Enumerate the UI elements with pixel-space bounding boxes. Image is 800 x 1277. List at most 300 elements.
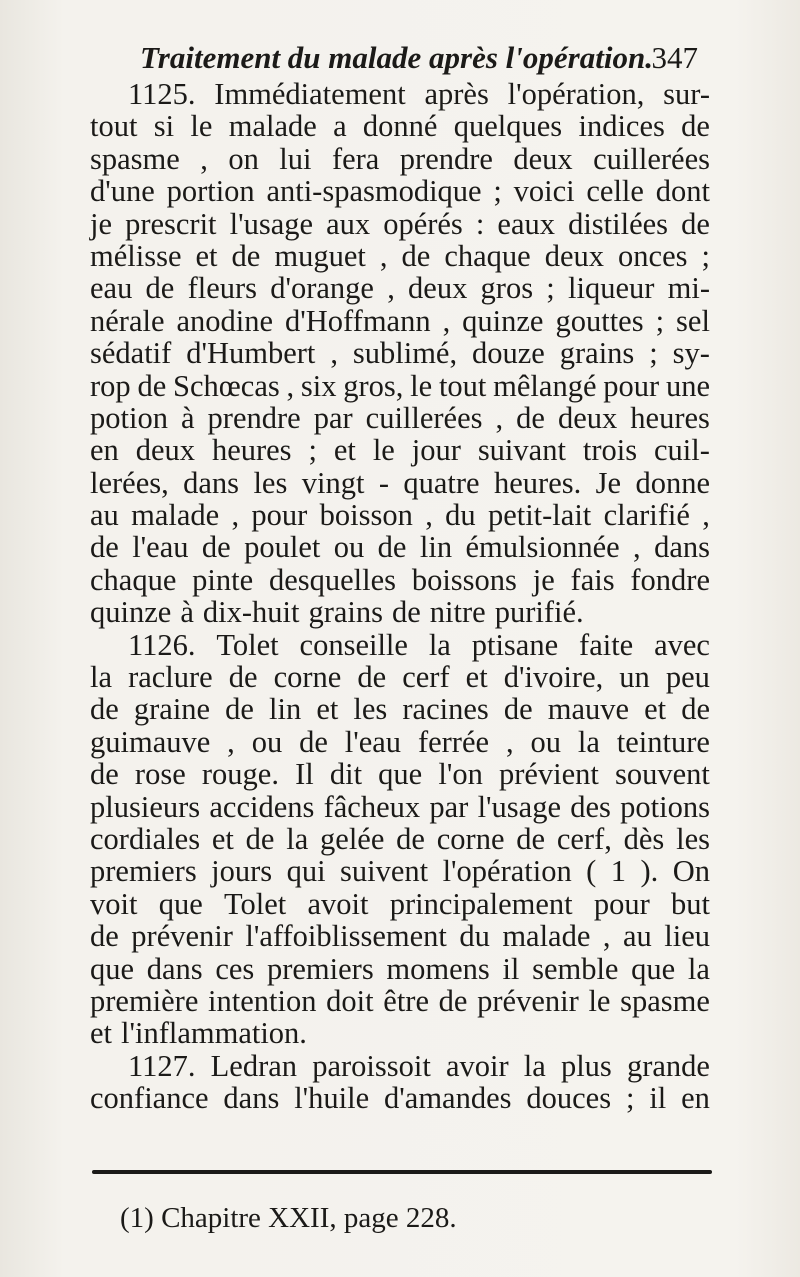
word: de bbox=[90, 757, 119, 792]
text-line bbox=[90, 208, 710, 240]
word: sédatif bbox=[90, 336, 172, 371]
word: distilées bbox=[568, 206, 669, 241]
word: ; bbox=[546, 271, 555, 306]
word: de bbox=[90, 692, 119, 727]
word: vingt bbox=[301, 465, 365, 500]
word: que bbox=[90, 951, 135, 986]
word: dix-huit bbox=[202, 595, 300, 630]
word: prévenir bbox=[131, 919, 233, 954]
word: anodine bbox=[176, 303, 274, 338]
word: , bbox=[495, 400, 504, 435]
word: momens bbox=[386, 951, 490, 986]
word: jours bbox=[211, 854, 273, 889]
word: par bbox=[429, 789, 469, 824]
text-line bbox=[90, 143, 710, 175]
word: deux bbox=[513, 141, 573, 176]
word: prendre bbox=[207, 400, 301, 435]
word: potions bbox=[620, 789, 710, 824]
word: l'eau bbox=[344, 724, 402, 759]
word: de bbox=[299, 724, 328, 759]
word: cuillerées bbox=[593, 141, 710, 176]
word: grains bbox=[559, 336, 635, 371]
text-line bbox=[90, 305, 710, 337]
word: petit-lait bbox=[487, 498, 592, 533]
word: tout bbox=[90, 109, 138, 144]
word: de bbox=[401, 238, 431, 273]
text-line bbox=[90, 726, 710, 758]
word: accidens bbox=[209, 789, 315, 824]
word: de bbox=[516, 400, 545, 435]
word: souvent bbox=[615, 757, 710, 792]
text-line bbox=[90, 758, 710, 790]
word: la bbox=[90, 660, 113, 695]
word: heures bbox=[630, 400, 710, 435]
word: d'amandes bbox=[384, 1081, 512, 1116]
word: rop bbox=[90, 368, 131, 403]
word: la bbox=[428, 627, 451, 662]
word: paroissoit bbox=[312, 1048, 431, 1083]
word: les bbox=[253, 465, 288, 500]
word: nérale bbox=[90, 303, 165, 338]
word: purifié. bbox=[494, 595, 584, 630]
word: , bbox=[633, 530, 641, 565]
word: mauve bbox=[547, 692, 630, 727]
text-line bbox=[90, 467, 710, 499]
word: racines bbox=[402, 692, 489, 727]
word: chaque bbox=[90, 562, 177, 597]
word: l'opération bbox=[442, 854, 572, 889]
word: conseille bbox=[299, 627, 408, 662]
body-text bbox=[90, 78, 710, 1115]
footnote-rule bbox=[92, 1170, 712, 1174]
word: fera bbox=[331, 141, 380, 176]
word: l'inflammation. bbox=[121, 1016, 307, 1051]
word: sublimé, bbox=[352, 336, 458, 371]
word: le bbox=[410, 368, 433, 403]
word: pour bbox=[593, 886, 650, 921]
word: ou bbox=[530, 724, 561, 759]
word: être bbox=[383, 983, 429, 1018]
footnote: (1) Chapitre XXII, page 228. bbox=[120, 1202, 457, 1234]
word: les bbox=[353, 692, 388, 727]
word: ; bbox=[308, 433, 317, 468]
word: de bbox=[396, 821, 425, 856]
word: malade bbox=[502, 919, 591, 954]
word: voici bbox=[513, 174, 575, 209]
word: poulet bbox=[244, 530, 321, 565]
word: cordiales bbox=[90, 821, 201, 856]
word: lerées, bbox=[90, 465, 169, 500]
text-line bbox=[90, 791, 710, 823]
word: cuil- bbox=[654, 433, 710, 468]
word: ; bbox=[701, 238, 710, 273]
word: opérés bbox=[383, 206, 463, 241]
text-line bbox=[90, 434, 710, 466]
word: première bbox=[90, 983, 199, 1018]
word: je bbox=[532, 562, 555, 597]
word: de bbox=[392, 595, 421, 630]
word: quinze bbox=[462, 303, 544, 338]
word: mêlangé bbox=[493, 368, 597, 403]
word: dont bbox=[655, 174, 710, 209]
text-line bbox=[90, 985, 710, 1017]
word: avec bbox=[654, 627, 710, 662]
word: de bbox=[231, 238, 261, 273]
text-line bbox=[90, 855, 710, 887]
word: deux bbox=[408, 271, 468, 306]
word: dans bbox=[183, 465, 240, 500]
running-title: Traitement du malade après l'opération. bbox=[140, 40, 653, 75]
word: , bbox=[227, 724, 235, 759]
word: tout bbox=[438, 368, 487, 403]
word: la bbox=[577, 724, 600, 759]
word: 1127. bbox=[128, 1048, 196, 1083]
word: boissons bbox=[411, 562, 517, 597]
word: lieu bbox=[664, 919, 710, 954]
word: ; bbox=[655, 303, 665, 338]
word: malade bbox=[228, 109, 317, 144]
word: chaque bbox=[444, 238, 531, 273]
word: suivent bbox=[340, 854, 429, 889]
word: mi- bbox=[667, 271, 710, 306]
word: suivant bbox=[477, 433, 566, 468]
word: celle bbox=[586, 174, 644, 209]
word: après bbox=[424, 77, 489, 111]
word: la bbox=[523, 1048, 546, 1083]
word: l'affoiblissement bbox=[245, 919, 447, 954]
word: dans bbox=[654, 530, 710, 565]
word: l'on bbox=[438, 757, 483, 792]
word: à bbox=[180, 400, 195, 435]
word: donne bbox=[635, 465, 710, 500]
word: d'une bbox=[90, 174, 155, 209]
text-line bbox=[90, 1050, 710, 1082]
word: l'eau bbox=[132, 530, 189, 565]
word: des bbox=[570, 789, 611, 824]
word: fâcheux bbox=[323, 789, 421, 824]
word: en bbox=[90, 433, 119, 468]
word: à bbox=[180, 595, 194, 630]
word: guimauve bbox=[90, 724, 211, 759]
word: , bbox=[387, 271, 395, 306]
running-header bbox=[140, 36, 710, 80]
word: pinte bbox=[192, 562, 254, 597]
word: mélisse bbox=[90, 238, 182, 273]
word: ). bbox=[640, 854, 659, 889]
word: premiers bbox=[266, 951, 374, 986]
text-line bbox=[90, 920, 710, 952]
word: une bbox=[665, 368, 710, 403]
word: du bbox=[459, 919, 490, 954]
word: de bbox=[225, 692, 254, 727]
word: corne bbox=[273, 660, 342, 695]
word: rose bbox=[134, 757, 186, 792]
text-line bbox=[90, 240, 710, 272]
word: douze bbox=[472, 336, 545, 371]
word: je bbox=[90, 206, 113, 241]
word: ces bbox=[215, 951, 255, 986]
word: , bbox=[602, 919, 611, 954]
word: gros bbox=[480, 271, 534, 306]
word: grande bbox=[626, 1048, 710, 1083]
word: dans bbox=[223, 1081, 280, 1116]
word: fais bbox=[570, 562, 615, 597]
word: pour bbox=[603, 368, 660, 403]
word: peu bbox=[665, 660, 710, 695]
word: d'orange bbox=[270, 271, 374, 306]
word: graine bbox=[133, 692, 211, 727]
text-line bbox=[90, 953, 710, 985]
word: intention bbox=[208, 983, 317, 1018]
word: et bbox=[211, 821, 234, 856]
word: , bbox=[379, 238, 388, 273]
word: Il bbox=[295, 757, 314, 792]
word: potion bbox=[90, 400, 168, 435]
word: que bbox=[631, 951, 676, 986]
text-line bbox=[90, 1017, 710, 1049]
word: heures bbox=[211, 433, 292, 468]
word: , bbox=[200, 141, 208, 176]
word: On bbox=[672, 854, 710, 889]
word: de bbox=[90, 919, 119, 954]
word: et bbox=[644, 692, 667, 727]
text-line bbox=[90, 888, 710, 920]
text-line bbox=[90, 693, 710, 725]
word: un bbox=[619, 660, 650, 695]
word: , bbox=[505, 724, 514, 759]
text-line bbox=[90, 1082, 710, 1114]
word: gelée bbox=[320, 821, 385, 856]
word: Immédiatement bbox=[214, 77, 406, 111]
word: lin bbox=[419, 530, 453, 565]
word: et bbox=[333, 433, 356, 468]
word: ferrée bbox=[417, 724, 490, 759]
word: lui bbox=[279, 141, 312, 176]
word: de bbox=[145, 271, 175, 306]
word: deux bbox=[557, 400, 618, 435]
word: d'Hoffmann bbox=[285, 303, 431, 338]
word: plus bbox=[560, 1048, 612, 1083]
text-line bbox=[90, 629, 710, 661]
word: six bbox=[300, 368, 337, 403]
word: , bbox=[442, 303, 451, 338]
word: émulsionnée bbox=[465, 530, 620, 565]
word: trois bbox=[582, 433, 638, 468]
word: sy- bbox=[672, 336, 710, 371]
word: l'opération, bbox=[507, 77, 645, 111]
word: , bbox=[286, 368, 295, 403]
word: Tolet bbox=[216, 627, 279, 662]
word: de bbox=[503, 692, 533, 727]
word: ( bbox=[586, 854, 597, 889]
word: la bbox=[687, 951, 710, 986]
word: portion bbox=[166, 174, 255, 209]
text-line bbox=[90, 499, 710, 531]
word: donné bbox=[362, 109, 438, 144]
word: sel bbox=[676, 303, 710, 338]
text-line bbox=[90, 78, 710, 110]
word: l'huile bbox=[294, 1081, 370, 1116]
word: fleurs bbox=[187, 271, 258, 306]
text-line bbox=[90, 661, 710, 693]
word: de bbox=[245, 821, 275, 856]
word: semble bbox=[532, 951, 619, 986]
word: Ledran bbox=[210, 1048, 298, 1083]
word: rouge. bbox=[201, 757, 279, 792]
word: Je bbox=[595, 465, 622, 500]
word: et bbox=[316, 692, 339, 727]
word: confiance bbox=[90, 1081, 209, 1116]
word: lin bbox=[269, 692, 302, 727]
word: de bbox=[681, 206, 710, 241]
word: raclure bbox=[128, 660, 213, 695]
word: but bbox=[671, 886, 710, 921]
word: douces bbox=[526, 1081, 612, 1116]
word: fondre bbox=[630, 562, 710, 597]
word: liqueur bbox=[568, 271, 655, 306]
word: par bbox=[313, 400, 353, 435]
word: le bbox=[372, 433, 395, 468]
word: gros, bbox=[343, 368, 404, 403]
word: onces bbox=[618, 238, 688, 273]
text-line bbox=[90, 596, 710, 628]
word: principalement bbox=[389, 886, 573, 921]
word: qui bbox=[286, 854, 326, 889]
word: cerf bbox=[402, 660, 450, 695]
word: de bbox=[377, 530, 407, 565]
text-line bbox=[90, 110, 710, 142]
word: dès bbox=[623, 821, 665, 856]
word: il bbox=[649, 1081, 667, 1116]
word: prescrit bbox=[125, 206, 217, 241]
word: , bbox=[330, 336, 338, 371]
word: , bbox=[231, 498, 240, 533]
word: et bbox=[465, 660, 488, 695]
word: au bbox=[622, 919, 652, 954]
page-number: 347 bbox=[651, 40, 698, 75]
word: jour bbox=[411, 433, 461, 468]
word: deux bbox=[135, 433, 196, 468]
text-line bbox=[90, 175, 710, 207]
word: muguet bbox=[274, 238, 366, 273]
word: deux bbox=[544, 238, 605, 273]
word: quinze bbox=[90, 595, 172, 630]
word: , bbox=[702, 498, 710, 533]
text-line bbox=[90, 272, 710, 304]
word: voit bbox=[90, 886, 138, 921]
word: de bbox=[681, 692, 710, 727]
word: ptisane bbox=[471, 627, 559, 662]
word: ; bbox=[625, 1081, 635, 1116]
word: eaux bbox=[497, 206, 555, 241]
word: au bbox=[90, 498, 119, 533]
word: doit bbox=[326, 983, 374, 1018]
text-line bbox=[90, 370, 710, 402]
word: nitre bbox=[429, 595, 486, 630]
word: desquelles bbox=[268, 562, 397, 597]
text-line bbox=[90, 823, 710, 855]
word: d'ivoire, bbox=[503, 660, 604, 695]
word: cerf, bbox=[556, 821, 612, 856]
word: de bbox=[228, 660, 258, 695]
word: en bbox=[681, 1081, 710, 1116]
word: clarifié bbox=[603, 498, 690, 533]
word: quelques bbox=[453, 109, 563, 144]
word: spasme bbox=[620, 983, 710, 1018]
word: plusieurs bbox=[90, 789, 201, 824]
word: le bbox=[190, 109, 213, 144]
word: heures. bbox=[494, 465, 582, 500]
word: 1125. bbox=[128, 77, 196, 111]
word: teinture bbox=[616, 724, 710, 759]
word: ; bbox=[493, 174, 502, 209]
word: Tolet bbox=[223, 886, 287, 921]
word: du bbox=[445, 498, 476, 533]
word: l'usage bbox=[229, 206, 314, 241]
word: boisson bbox=[319, 498, 413, 533]
word: aux bbox=[326, 206, 371, 241]
word: eau bbox=[90, 271, 133, 306]
word: de bbox=[681, 109, 710, 144]
word: dans bbox=[146, 951, 203, 986]
word: d'Humbert bbox=[186, 336, 316, 371]
word: l'usage bbox=[477, 789, 561, 824]
word: gouttes bbox=[555, 303, 644, 338]
word: indices bbox=[578, 109, 665, 144]
word: de bbox=[137, 368, 167, 403]
word: faite bbox=[579, 627, 634, 662]
word: la bbox=[286, 821, 309, 856]
word: avoir bbox=[445, 1048, 509, 1083]
word: de bbox=[516, 821, 546, 856]
text-line bbox=[90, 564, 710, 596]
word: avoit bbox=[307, 886, 369, 921]
word: a bbox=[333, 109, 347, 144]
word: malade bbox=[131, 498, 220, 533]
word: de bbox=[357, 660, 387, 695]
word: spasme bbox=[90, 141, 180, 176]
word: ou bbox=[333, 530, 365, 565]
word: Schœcas bbox=[173, 368, 280, 403]
word: 1 bbox=[610, 854, 627, 889]
word: premiers bbox=[90, 854, 197, 889]
word: - bbox=[378, 465, 389, 500]
word: on bbox=[228, 141, 259, 176]
word: si bbox=[153, 109, 175, 144]
word: et bbox=[90, 1016, 113, 1051]
word: que bbox=[158, 886, 203, 921]
word: 1126. bbox=[128, 627, 196, 662]
word: sur- bbox=[663, 77, 710, 111]
word: , bbox=[425, 498, 433, 533]
word: les bbox=[676, 821, 710, 856]
word: il bbox=[502, 951, 520, 986]
word: ; bbox=[649, 336, 658, 371]
word: de bbox=[90, 530, 119, 565]
word: anti-spasmodique bbox=[266, 174, 482, 209]
word: grains bbox=[308, 595, 383, 630]
word: et bbox=[195, 238, 218, 273]
word: quatre bbox=[403, 465, 480, 500]
word: que bbox=[378, 757, 423, 792]
word: pour bbox=[251, 498, 308, 533]
word: de bbox=[201, 530, 231, 565]
word: corne bbox=[436, 821, 505, 856]
word: de bbox=[438, 983, 468, 1018]
word: ou bbox=[251, 724, 283, 759]
word: le bbox=[588, 983, 611, 1018]
word: prévient bbox=[498, 757, 599, 792]
